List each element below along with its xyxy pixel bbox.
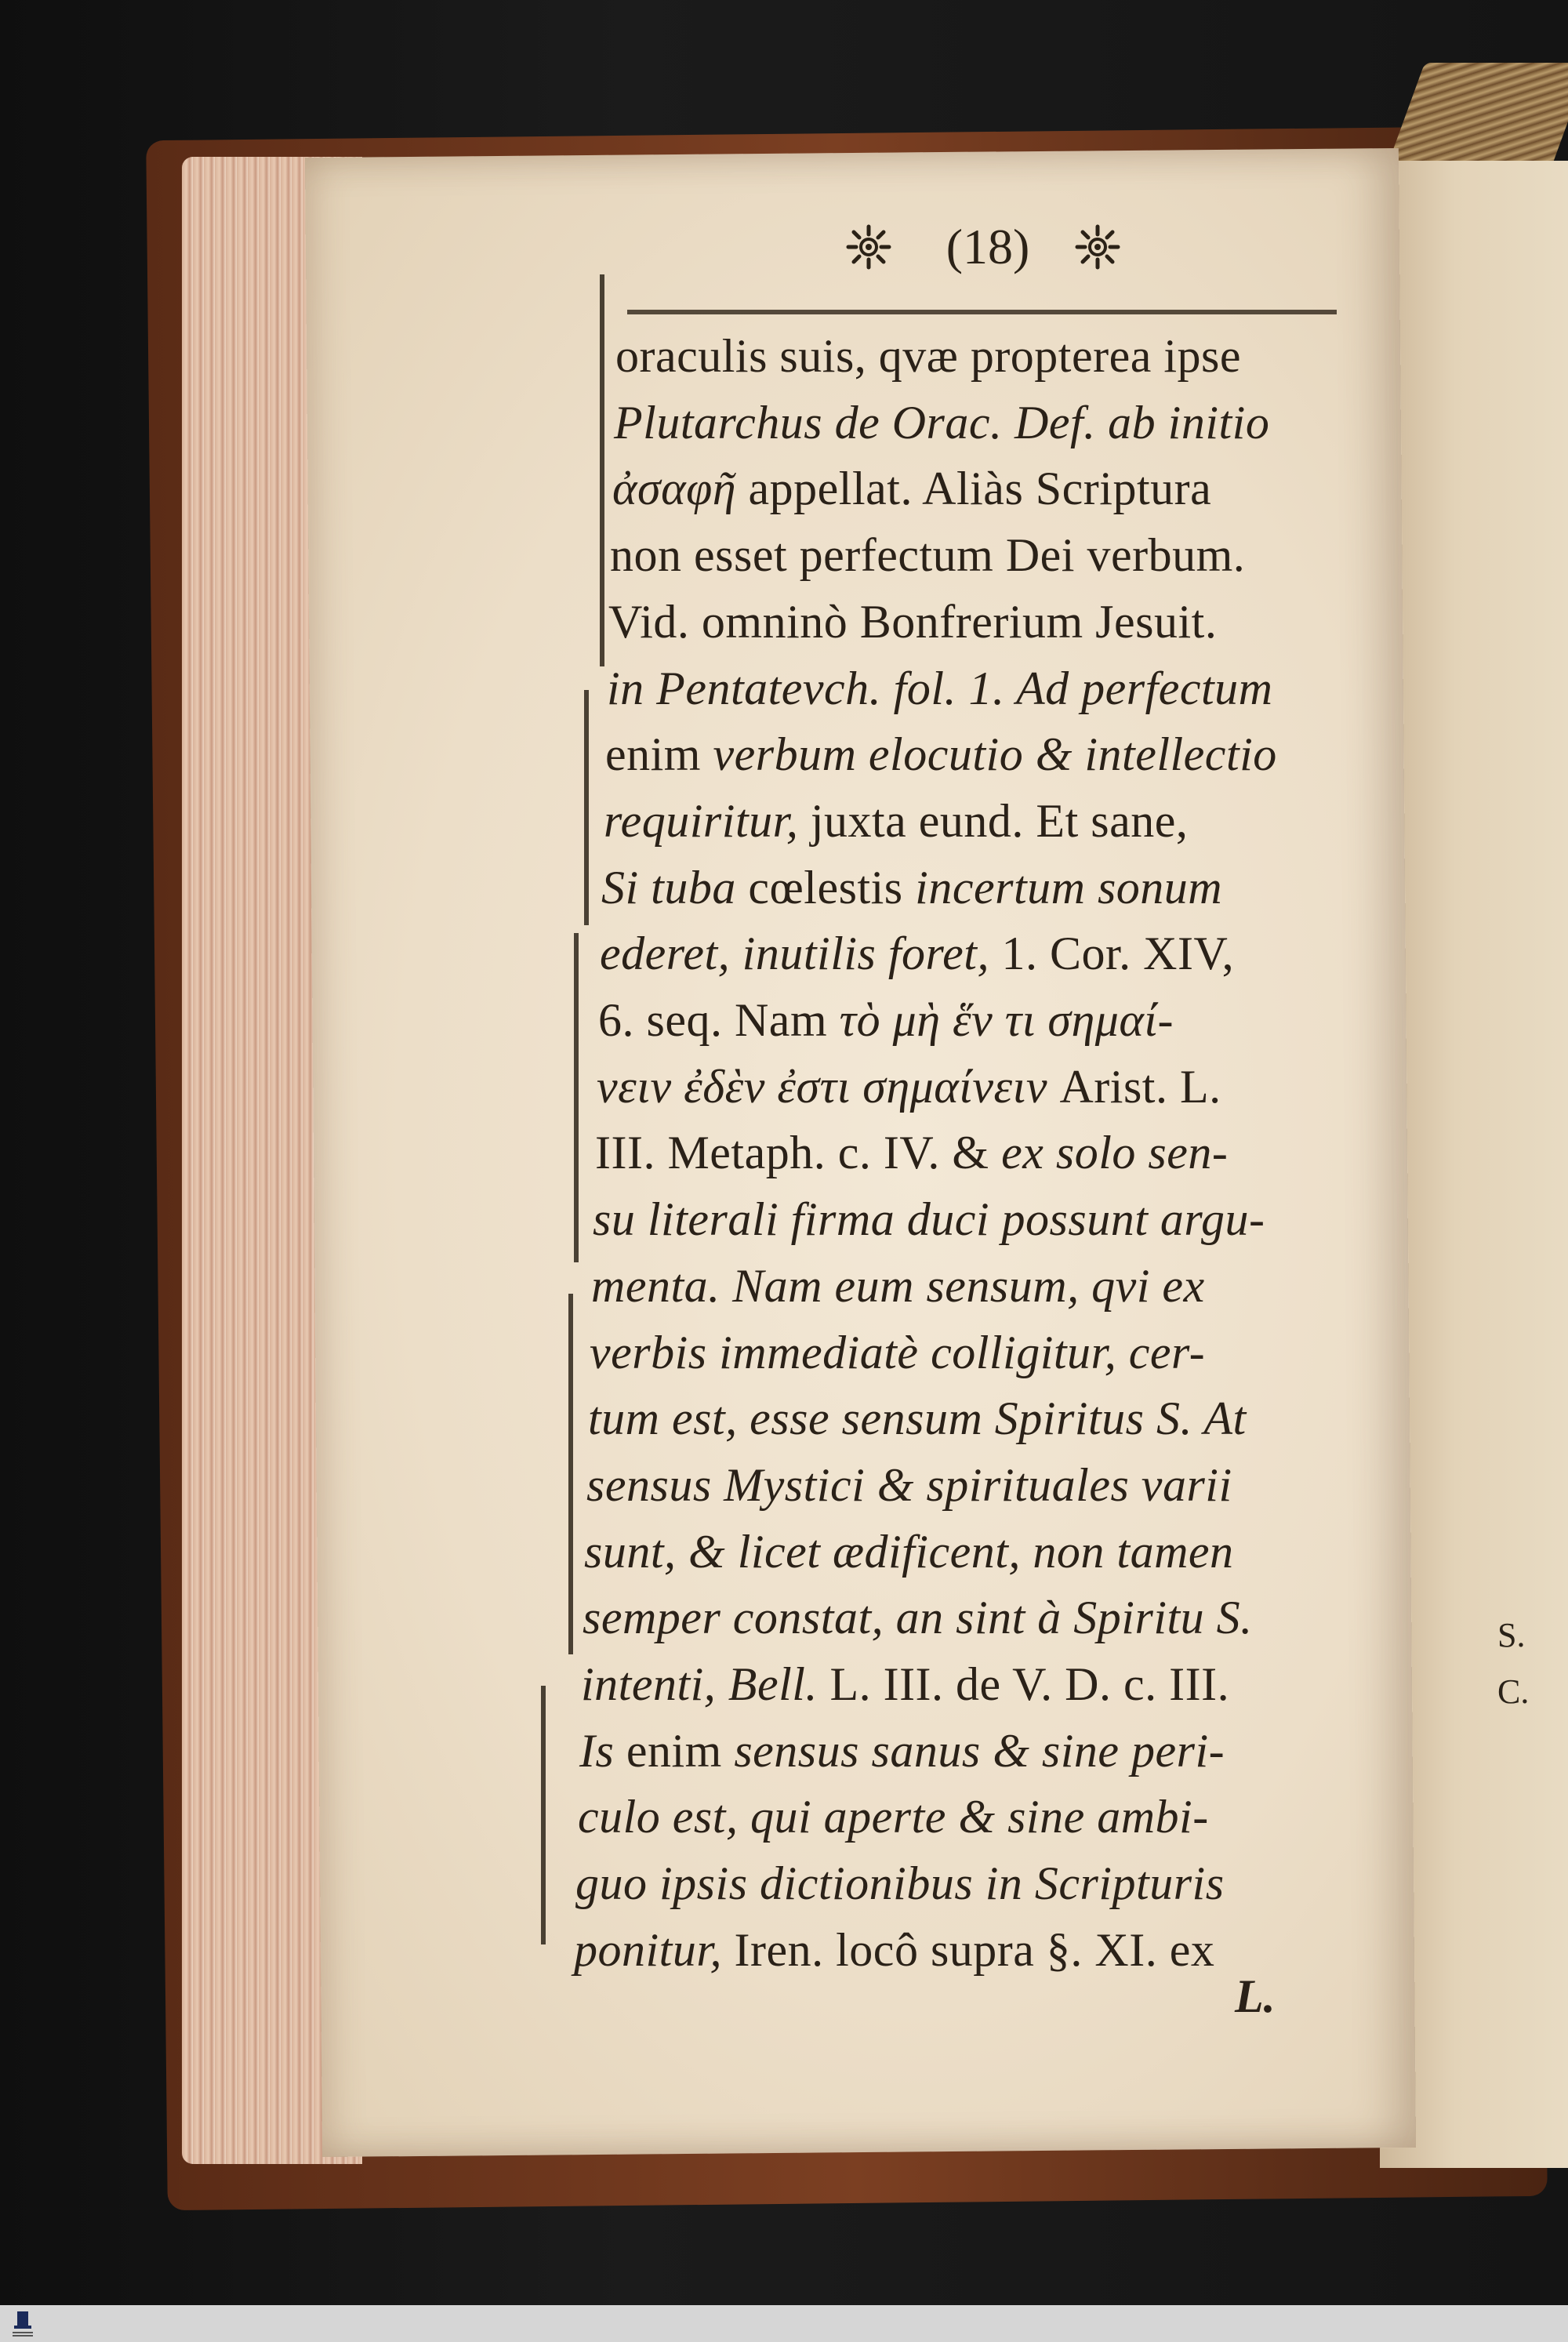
margin-bar [574, 933, 579, 1262]
italic-text: verbum elocutio & intellectio [713, 728, 1277, 780]
text-line [614, 394, 1335, 451]
roman-text: cœlestis [735, 862, 916, 913]
italic-text: semper constat, an sint à Spiritu S. [583, 1592, 1253, 1643]
viewer-bottom-bar [0, 2305, 1568, 2342]
roman-text: juxta eund. Et sane, [798, 795, 1189, 847]
margin-bar [541, 1686, 546, 1944]
italic-text: tum est, esse sensum Spiritus S. At [588, 1392, 1247, 1444]
text-line [610, 527, 1331, 583]
italic-text: guo ipsis dictionibus in Scripturis [575, 1857, 1225, 1909]
italic-text: sunt, & licet ædificent, non tamen [584, 1526, 1234, 1578]
text-line [583, 1589, 1304, 1646]
roman-text: Iren. locô supra §. XI. ex [722, 1924, 1215, 1976]
roman-text: Vid. omninò Bonfrerium Jesuit. [608, 596, 1218, 648]
italic-text: verbis immediatè colligitur, cer- [590, 1327, 1206, 1378]
roman-text: appellat. Aliàs Scriptura [736, 463, 1212, 514]
roman-text: 1. Cor. XIV, [989, 928, 1235, 979]
text-line [586, 1457, 1308, 1513]
text-line [605, 726, 1327, 782]
text-line [590, 1324, 1311, 1381]
facing-page-letter: S. [1497, 1616, 1526, 1654]
roman-text: enim [605, 728, 713, 780]
text-line [588, 1390, 1309, 1447]
italic-text: in Pentatevch. fol. 1. Ad perfectum [607, 663, 1273, 714]
text-line [598, 992, 1319, 1048]
text-line [612, 460, 1334, 517]
text-line [604, 793, 1325, 849]
roman-text: enim [614, 1725, 735, 1777]
roman-text: L. III. de V. D. c. III. [817, 1658, 1230, 1710]
italic-text: ἀσαφῆ [612, 463, 737, 514]
text-line [591, 1258, 1312, 1314]
text-line [578, 1788, 1299, 1845]
italic-text: νειν ἐδὲν ἐστι σημαίνειν [597, 1061, 1047, 1113]
text-line [584, 1523, 1305, 1580]
italic-text: sensus Mystici & spirituales varii [586, 1459, 1232, 1511]
roman-text: III. Metaph. c. IV. & [595, 1127, 1002, 1178]
page-number: (18) [946, 219, 1030, 274]
text-line [574, 1922, 1295, 1978]
roman-text: non esset perfectum Dei verbum. [610, 529, 1246, 581]
text-line [597, 1058, 1318, 1115]
italic-text: ederet, inutilis foret, [600, 928, 989, 979]
roman-text: 6. seq. Nam [598, 994, 840, 1046]
italic-text: menta. Nam eum sensum, qvi ex [591, 1260, 1205, 1312]
text-line [579, 1723, 1301, 1779]
roman-text: oraculis suis, qvæ propterea ipse [615, 330, 1241, 382]
italic-text: Plutarchus de Orac. Def. ab initio [614, 397, 1270, 448]
text-line [593, 1191, 1314, 1247]
italic-text: ponitur, [574, 1924, 723, 1976]
text-line [607, 660, 1328, 717]
text-line [595, 1124, 1316, 1181]
italic-text: ex solo sen- [1001, 1127, 1229, 1178]
italic-text: su literali firma duci possunt argu- [593, 1193, 1265, 1245]
italic-text: incertum sonum [915, 862, 1223, 913]
catchword: L. [1235, 1970, 1276, 2022]
text-line [615, 328, 1337, 384]
italic-text: sensus sanus & sine peri- [734, 1725, 1225, 1777]
margin-bar [600, 274, 604, 666]
italic-text: τὸ μὴ ἕν τι σημαί- [839, 994, 1174, 1046]
text-line [581, 1656, 1302, 1712]
facing-page-letter: C. [1497, 1672, 1530, 1711]
text-line [601, 859, 1323, 916]
text-line [575, 1855, 1297, 1912]
library-logo-icon [11, 2308, 34, 2338]
italic-text: requiritur, [604, 795, 799, 847]
italic-text: Si tuba [601, 862, 736, 913]
flower-ornament-icon [1074, 223, 1121, 271]
text-line [600, 925, 1321, 982]
italic-text: culo est, qui aperte & sine ambi- [578, 1791, 1209, 1843]
margin-bar [568, 1294, 573, 1654]
margin-bar [584, 690, 589, 925]
roman-text: Arist. L. [1047, 1061, 1221, 1113]
italic-text: intenti, Bell. [581, 1658, 818, 1710]
header-rule [627, 310, 1337, 314]
italic-text: Is [579, 1725, 615, 1777]
text-line [608, 594, 1330, 650]
